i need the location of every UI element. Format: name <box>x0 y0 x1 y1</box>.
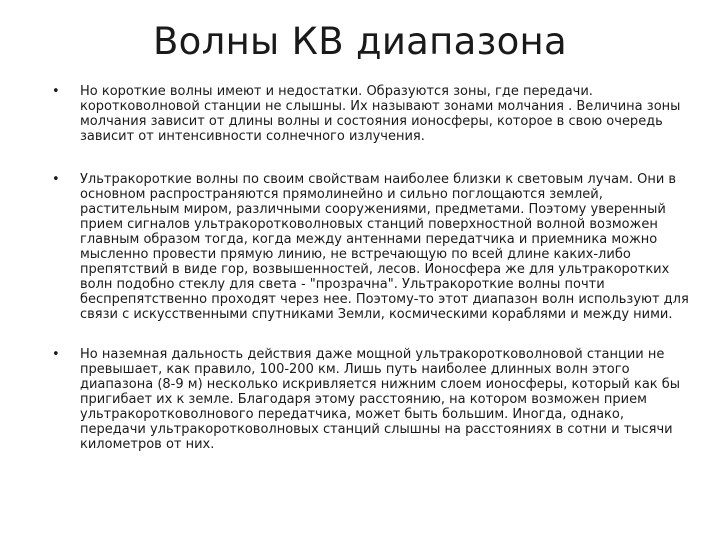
bullet-list <box>50 84 690 452</box>
bullet-item-1 <box>50 84 690 144</box>
slide-title: Волны КВ диапазона <box>153 20 567 63</box>
bullet-text: Но наземная дальность действия даже мощной ультракоротковолновой станции не превышает, как правило, 100-200 км. Лишь путь наиболее длинных волн этого диапазона (8-9 м) несколько искривляется нижним слоем ионосферы, который как бы пригибает их к земле. Благодаря этому расстоянию, на котором возможен прием ультракоротковолнового передатчика, может быть большим. Иногда, однако, передачи ультракоротковолновых станций слышны на расстояниях в сотни и тысячи километров от них. <box>80 347 681 452</box>
bullet-text: Ультракороткие волны по своим свойствам наиболее близки к световым лучам. Они в основном распространяются прямолинейно и сильно поглощаются землей, растительным миром, различными сооружениями, предметами. Поэтому уверенный прием сигналов ультракоротковолновых станций поверхностной волной возможен главным образом тогда, когда между антеннами передатчика и приемника можно мысленно провести прямую линию, не встречающую по всей длине каких-либо препятствий в виде гор, возвышенностей, лесов. Ионосфера же для ультракоротких волн подобно стеклу для света - "прозрачна". Ультракороткие волны почти беспрепятственно проходят через нее. Поэтому-то этот диапазон волн используют для связи с искусственными спутниками Земли, космическими кораблями и между ними. <box>80 172 689 322</box>
bullet-icon: • <box>52 84 60 99</box>
bullet-icon: • <box>52 172 60 187</box>
bullet-text: Но короткие волны имеют и недостатки. Образуются зоны, где передачи. коротковолновой станции не слышны. Их называют зонами молчания . Величина зоны молчания зависит от длины волны и состояния ионосферы, которое в свою очередь зависит от интенсивности солнечного излучения. <box>80 84 681 144</box>
bullet-icon: • <box>52 347 60 362</box>
bullet-item-2 <box>50 172 690 322</box>
bullet-item-3 <box>50 347 690 452</box>
